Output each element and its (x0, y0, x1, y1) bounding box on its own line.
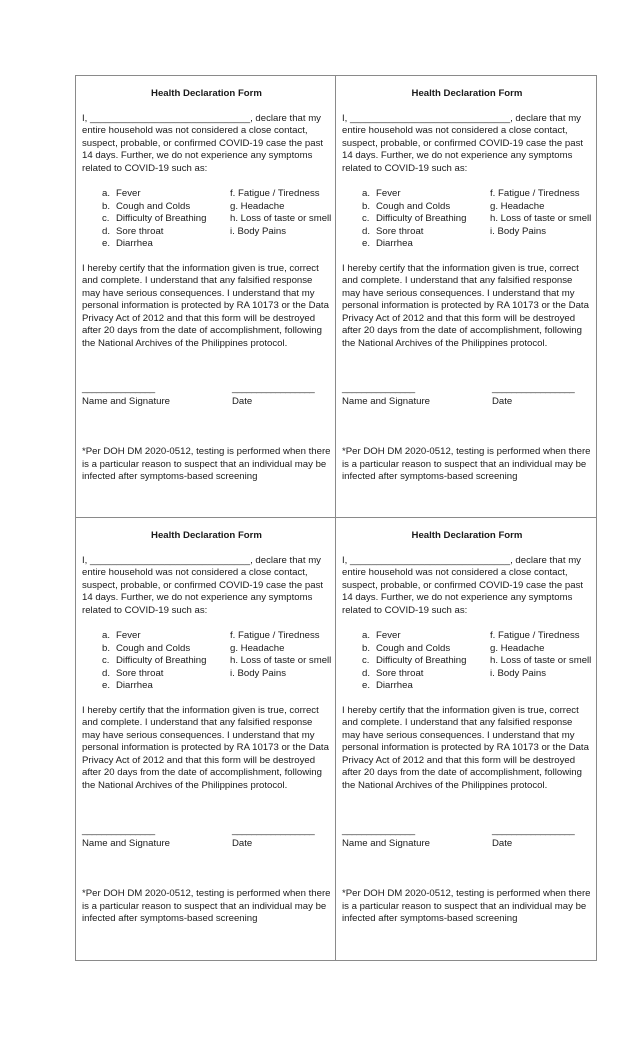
symptom-item (490, 238, 600, 251)
symptom-item: h. Loss of taste or smell (230, 213, 332, 224)
symptom-item: a. Fever (362, 188, 401, 199)
date-label: Date (232, 395, 253, 407)
date-line: _________________ (492, 383, 575, 394)
form-title: Health Declaration Form (411, 88, 523, 99)
symptom-item: d. Sore throat (102, 225, 164, 237)
form-title: Health Declaration Form (411, 530, 523, 541)
symptom-item: a. Fever (362, 630, 401, 641)
symptom-item: e. Diarrhea (362, 238, 413, 249)
name-signature-label: Name and Signature (82, 395, 170, 407)
symptom-item: b. Cough and Colds (362, 642, 451, 654)
symptom-item: d. Sore throat (362, 667, 424, 679)
form-card (336, 76, 596, 518)
signature-row (342, 383, 592, 408)
certification-text: I hereby certify that the information given is true, correct and complete. I understand that any falsified response may have serious consequences. I understand that my personal information is protected by RA 10173 or the Data Privacy Act of 2012 and that this form will be destroyed after 20 days from the date of accomplishment, following the National Archives of the Philippines protocol. (82, 704, 329, 791)
symptom-item: e. Diarrhea (362, 680, 413, 691)
symptom-item: i. Body Pains (230, 667, 286, 679)
name-signature-field (82, 383, 232, 408)
date-label: Date (492, 837, 513, 849)
signature-row (82, 825, 331, 850)
signature-row (82, 383, 331, 408)
symptom-item: g. Headache (490, 200, 545, 212)
date-line: _________________ (232, 383, 315, 394)
symptom-item: f. Fatigue / Tiredness (230, 188, 320, 199)
form-card (76, 76, 336, 518)
footnote: *Per DOH DM 2020-0512, testing is performed when there is a particular reason to suspect that an individual may be infected after symptoms-based screening (342, 888, 591, 924)
symptom-item: d. Sore throat (362, 225, 424, 237)
symptom-item: b. Cough and Colds (102, 200, 191, 212)
symptom-item: e. Diarrhea (102, 238, 153, 249)
declaration-text: I, ______________________________, declare that my entire household was not considered a close contact, suspect, probable, or confirmed COVID-19 case the past 14 days. Further, we do not experience any symptoms related to COVID-19 such as: (342, 554, 584, 616)
certification-text: I hereby certify that the information given is true, correct and complete. I understand that any falsified response may have serious consequences. I understand that my personal information is protected by RA 10173 or the Data Privacy Act of 2012 and that this form will be destroyed after 20 days from the date of accomplishment, following the National Archives of the Philippines protocol. (82, 262, 329, 349)
name-signature-line: _______________ (82, 383, 155, 394)
symptom-list (342, 188, 592, 251)
symptom-item: b. Cough and Colds (362, 200, 451, 212)
date-line: _________________ (492, 825, 575, 836)
signature-row (342, 825, 592, 850)
symptom-list (82, 630, 331, 693)
name-signature-field (342, 383, 492, 408)
symptom-list (342, 630, 592, 693)
declaration-text: I, ______________________________, declare that my entire household was not considered a close contact, suspect, probable, or confirmed COVID-19 case the past 14 days. Further, we do not experience any symptoms related to COVID-19 such as: (82, 554, 324, 616)
name-signature-field (342, 825, 492, 850)
symptom-item: c. Difficulty of Breathing (102, 655, 207, 666)
date-field (492, 383, 602, 408)
name-signature-line: _______________ (342, 825, 415, 836)
symptom-item: i. Body Pains (490, 667, 546, 679)
symptom-item (490, 680, 600, 693)
certification-text: I hereby certify that the information given is true, correct and complete. I understand that any falsified response may have serious consequences. I understand that my personal information is protected by RA 10173 or the Data Privacy Act of 2012 and that this form will be destroyed after 20 days from the date of accomplishment, following the National Archives of the Philippines protocol. (342, 262, 589, 349)
symptom-item (230, 238, 340, 251)
symptom-item: h. Loss of taste or smell (490, 655, 592, 666)
symptom-item: b. Cough and Colds (102, 642, 191, 654)
symptom-item (230, 680, 340, 693)
form-title: Health Declaration Form (151, 530, 262, 541)
symptom-item: g. Headache (490, 642, 545, 654)
form-grid (75, 75, 597, 961)
symptom-item: a. Fever (102, 630, 141, 641)
symptom-item: g. Headache (230, 642, 285, 654)
declaration-text: I, ______________________________, declare that my entire household was not considered a close contact, suspect, probable, or confirmed COVID-19 case the past 14 days. Further, we do not experience any symptoms related to COVID-19 such as: (82, 112, 324, 174)
name-signature-field (82, 825, 232, 850)
symptom-item: f. Fatigue / Tiredness (490, 630, 580, 641)
form-title: Health Declaration Form (151, 88, 262, 99)
form-card (76, 518, 336, 960)
symptom-item: i. Body Pains (230, 225, 286, 237)
certification-text: I hereby certify that the information given is true, correct and complete. I understand that any falsified response may have serious consequences. I understand that my personal information is protected by RA 10173 or the Data Privacy Act of 2012 and that this form will be destroyed after 20 days from the date of accomplishment, following the National Archives of the Philippines protocol. (342, 704, 589, 791)
footnote: *Per DOH DM 2020-0512, testing is performed when there is a particular reason to suspect that an individual may be infected after symptoms-based screening (82, 446, 331, 482)
symptom-item: a. Fever (102, 188, 141, 199)
footnote: *Per DOH DM 2020-0512, testing is performed when there is a particular reason to suspect that an individual may be infected after symptoms-based screening (342, 446, 591, 482)
date-field (232, 383, 342, 408)
date-line: _________________ (232, 825, 315, 836)
date-label: Date (232, 837, 253, 849)
symptom-item: g. Headache (230, 200, 285, 212)
name-signature-line: _______________ (82, 825, 155, 836)
declaration-text: I, ______________________________, declare that my entire household was not considered a close contact, suspect, probable, or confirmed COVID-19 case the past 14 days. Further, we do not experience any symptoms related to COVID-19 such as: (342, 112, 584, 174)
name-signature-line: _______________ (342, 383, 415, 394)
name-signature-label: Name and Signature (342, 395, 430, 407)
date-field (492, 825, 602, 850)
symptom-item: h. Loss of taste or smell (490, 213, 592, 224)
symptom-item: f. Fatigue / Tiredness (490, 188, 580, 199)
symptom-item: c. Difficulty of Breathing (362, 655, 467, 666)
name-signature-label: Name and Signature (82, 837, 170, 849)
symptom-item: c. Difficulty of Breathing (102, 213, 207, 224)
form-card (336, 518, 596, 960)
symptom-item: h. Loss of taste or smell (230, 655, 332, 666)
footnote: *Per DOH DM 2020-0512, testing is performed when there is a particular reason to suspect that an individual may be infected after symptoms-based screening (82, 888, 331, 924)
date-label: Date (492, 395, 513, 407)
symptom-list (82, 188, 331, 251)
symptom-item: c. Difficulty of Breathing (362, 213, 467, 224)
symptom-item: d. Sore throat (102, 667, 164, 679)
date-field (232, 825, 342, 850)
symptom-item: f. Fatigue / Tiredness (230, 630, 320, 641)
name-signature-label: Name and Signature (342, 837, 430, 849)
symptom-item: i. Body Pains (490, 225, 546, 237)
symptom-item: e. Diarrhea (102, 680, 153, 691)
